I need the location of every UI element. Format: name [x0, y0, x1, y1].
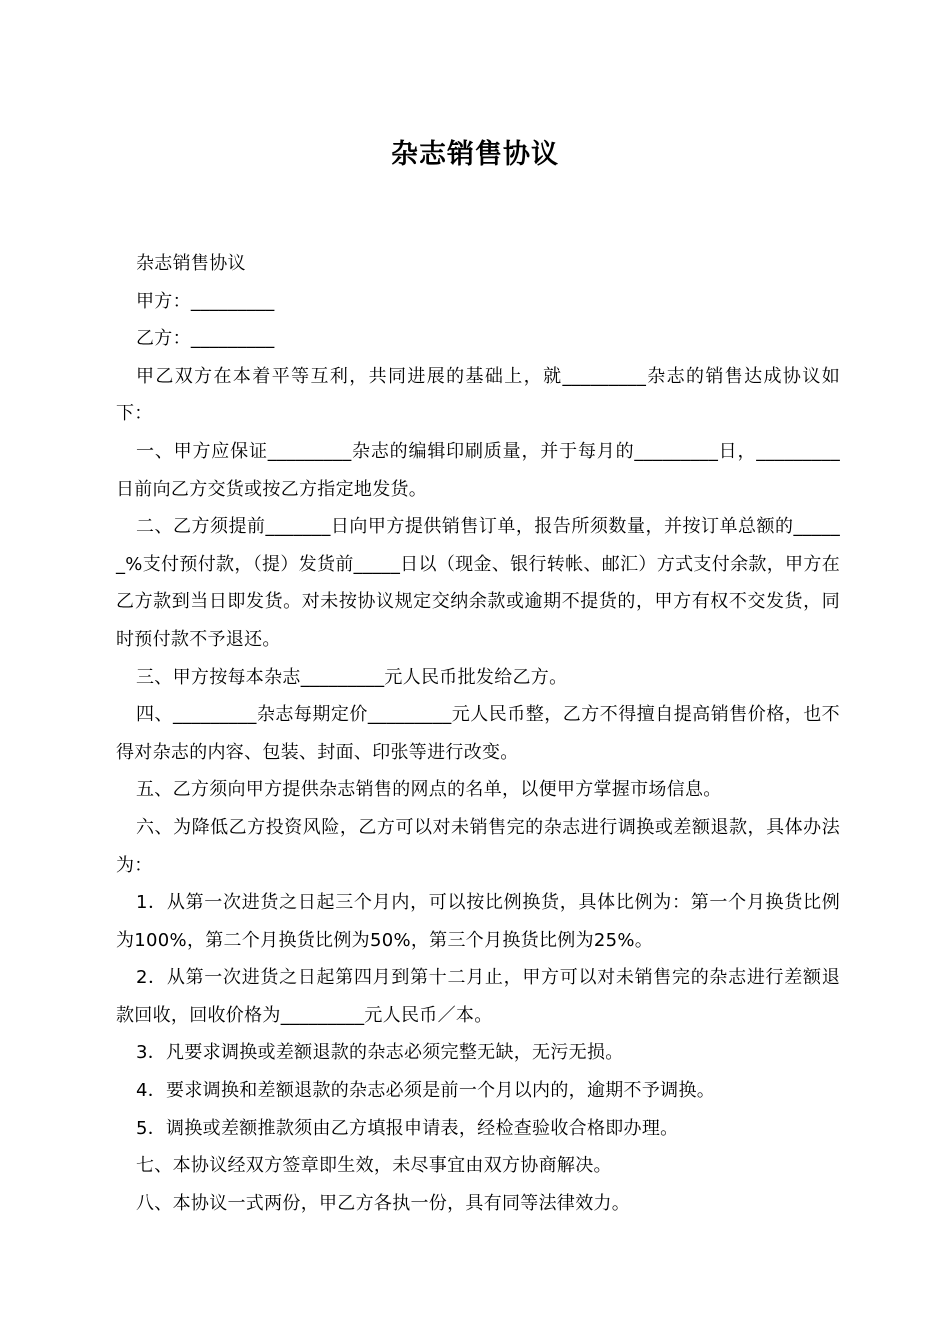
clause-6-item-3: 3．凡要求调换或差额退款的杂志必须完整无缺，无污无损。	[136, 1042, 624, 1064]
clause-6-item-2: 2．从第一次进货之日起第四月到第十二月止，甲方可以对未销售完的杂志进行差额退款回收，回收价格为_________元人民币／本。	[116, 967, 840, 1026]
clause-3: 三、甲方按每本杂志_________元人民币批发给乙方。	[136, 666, 568, 688]
clause-7: 七、本协议经双方签章即生效，未尽事宜由双方协商解决。	[136, 1155, 612, 1177]
clause-1: 一、甲方应保证_________杂志的编辑印刷质量，并于每月的_________日，_________日前向乙方交货或按乙方指定地发货。	[116, 440, 840, 500]
clause-8: 八、本协议一式两份，甲乙方各执一份，具有同等法律效力。	[136, 1192, 631, 1214]
clause-6-item-4: 4．要求调换和差额退款的杂志必须是前一个月以内的，逾期不予调换。	[136, 1080, 716, 1102]
clause-2: 二、乙方须提前_______日向甲方提供销售订单，报告所须数量，并按订单总额的______%支付预付款，（提）发货前_____日以（现金、银行转帐、邮汇）方式支付余款，甲方在乙方款到当日即发货。对未按协议规定交纳余款或逾期不提货的，甲方有权不交发货，同时预付款不予退还。	[116, 516, 840, 650]
clause-4: 四、_________杂志每期定价_________元人民币整，乙方不得擅自提高销售价格，也不得对杂志的内容、包装、封面、印张等进行改变。	[116, 704, 840, 763]
document-title: 杂志销售协议	[391, 139, 559, 170]
paragraph-preamble: 甲乙双方在本着平等互利，共同进展的基础上，就_________杂志的销售达成协议如下：	[116, 365, 840, 425]
paragraph-party-b: 乙方：_________	[136, 328, 275, 350]
clause-6-item-1: 1．从第一次进货之日起三个月内，可以按比例换货，具体比例为：第一个月换货比例为100%，第二个月换货比例为50%，第三个月换货比例为25%。	[116, 892, 840, 951]
clause-5: 五、乙方须向甲方提供杂志销售的网点的名单，以便甲方掌握市场信息。	[136, 779, 722, 801]
clause-6: 六、为降低乙方投资风险，乙方可以对未销售完的杂志进行调换或差额退款，具体办法为：	[116, 816, 840, 876]
paragraph-heading: 杂志销售协议	[136, 253, 246, 274]
clause-6-item-5: 5．调换或差额推款须由乙方填报申请表，经检查验收合格即办理。	[136, 1117, 679, 1139]
document-body	[116, 245, 840, 1222]
paragraph-party-a: 甲方：_________	[136, 290, 275, 312]
